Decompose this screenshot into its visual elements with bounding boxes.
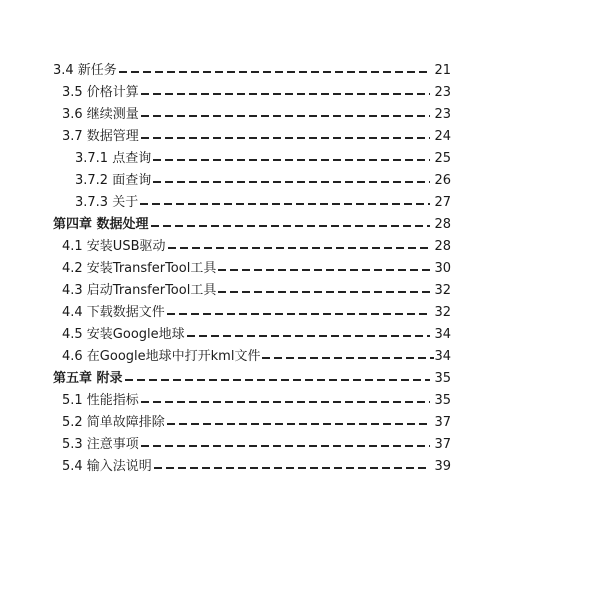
toc-entry-3-6[interactable]: [62, 104, 451, 126]
toc-entry-title: 3.7.1 点查询: [75, 151, 152, 166]
toc-entry-page: 32: [434, 283, 451, 298]
toc-entry-3-7-3[interactable]: [75, 192, 451, 214]
toc-leader: [141, 445, 431, 447]
toc-entry-page: 23: [434, 85, 451, 100]
toc-entry-title: 3.7.2 面查询: [75, 173, 152, 188]
toc-entry-chapter-5[interactable]: [53, 368, 451, 390]
toc-entry-page: 28: [434, 217, 451, 232]
toc-leader: [151, 225, 431, 227]
toc-entry-page: 35: [434, 393, 451, 408]
toc-entry-page: 34: [434, 349, 451, 364]
toc-entry-title: 第四章 数据处理: [53, 217, 149, 232]
toc-entry-page: 28: [434, 239, 451, 254]
toc-entry-page: 23: [434, 107, 451, 122]
toc-entry-title: 4.2 安装TransferTool工具: [62, 261, 217, 276]
toc-entry-page: 37: [434, 415, 451, 430]
toc-entry-title: 5.4 输入法说明: [62, 459, 152, 474]
toc-entry-title: 5.3 注意事项: [62, 437, 139, 452]
toc-entry-page: 37: [434, 437, 451, 452]
toc-leader: [153, 159, 430, 161]
toc-entry-page: 27: [434, 195, 451, 210]
toc-entry-4-3[interactable]: [62, 280, 451, 302]
toc-entry-page: 26: [434, 173, 451, 188]
toc-entry-page: 21: [434, 63, 451, 78]
toc-entry-4-5[interactable]: [62, 324, 451, 346]
toc-entry-5-1[interactable]: [62, 390, 451, 412]
toc-entry-title: 第五章 附录: [53, 371, 123, 386]
toc-leader: [153, 181, 430, 183]
toc-entry-title: 3.4 新任务: [53, 63, 117, 78]
toc-entry-title: 3.7.3 关于: [75, 195, 139, 210]
toc-entry-5-3[interactable]: [62, 434, 451, 456]
toc-entry-page: 24: [434, 129, 451, 144]
toc-entry-page: 32: [434, 305, 451, 320]
toc-entry-4-2[interactable]: [62, 258, 451, 280]
toc-entry-chapter-4[interactable]: [53, 214, 451, 236]
toc-leader: [125, 379, 431, 381]
toc-leader: [167, 423, 431, 425]
toc-entry-4-6[interactable]: [62, 346, 451, 368]
toc-entry-4-1[interactable]: [62, 236, 451, 258]
toc-entry-3-4[interactable]: [53, 60, 451, 82]
toc-entry-title: 4.1 安装USB驱动: [62, 239, 166, 254]
toc-entry-title: 3.7 数据管理: [62, 129, 139, 144]
toc-entry-page: 39: [434, 459, 451, 474]
toc-entry-4-4[interactable]: [62, 302, 451, 324]
toc-entry-3-7-1[interactable]: [75, 148, 451, 170]
toc-entry-title: 4.3 启动TransferTool工具: [62, 283, 217, 298]
toc-entry-5-4[interactable]: [62, 456, 451, 478]
toc-entry-page: 34: [434, 327, 451, 342]
toc-leader: [262, 357, 434, 359]
toc-entry-5-2[interactable]: [62, 412, 451, 434]
toc-leader: [140, 203, 430, 205]
toc-leader: [141, 115, 431, 117]
toc-entry-3-7[interactable]: [62, 126, 451, 148]
toc-entry-page: 30: [434, 261, 451, 276]
toc-leader: [141, 137, 431, 139]
toc-leader: [154, 467, 431, 469]
toc-entry-title: 3.6 继续测量: [62, 107, 139, 122]
toc-entry-title: 4.5 安装Google地球: [62, 327, 185, 342]
toc-leader: [168, 247, 431, 249]
toc-entry-page: 25: [434, 151, 451, 166]
toc-entry-3-5[interactable]: [62, 82, 451, 104]
toc-entry-page: 35: [434, 371, 451, 386]
toc-entry-3-7-2[interactable]: [75, 170, 451, 192]
toc-leader: [167, 313, 431, 315]
toc-leader: [141, 401, 431, 403]
toc-entry-title: 5.2 简单故障排除: [62, 415, 165, 430]
toc-leader: [119, 71, 431, 73]
toc-entry-title: 4.4 下载数据文件: [62, 305, 165, 320]
toc-entry-title: 5.1 性能指标: [62, 393, 139, 408]
toc-leader: [187, 335, 431, 337]
toc-leader: [218, 291, 434, 293]
toc-entry-title: 3.5 价格计算: [62, 85, 139, 100]
toc-leader: [218, 269, 434, 271]
toc-leader: [141, 93, 431, 95]
toc-entry-title: 4.6 在Google地球中打开kml文件: [62, 349, 261, 364]
